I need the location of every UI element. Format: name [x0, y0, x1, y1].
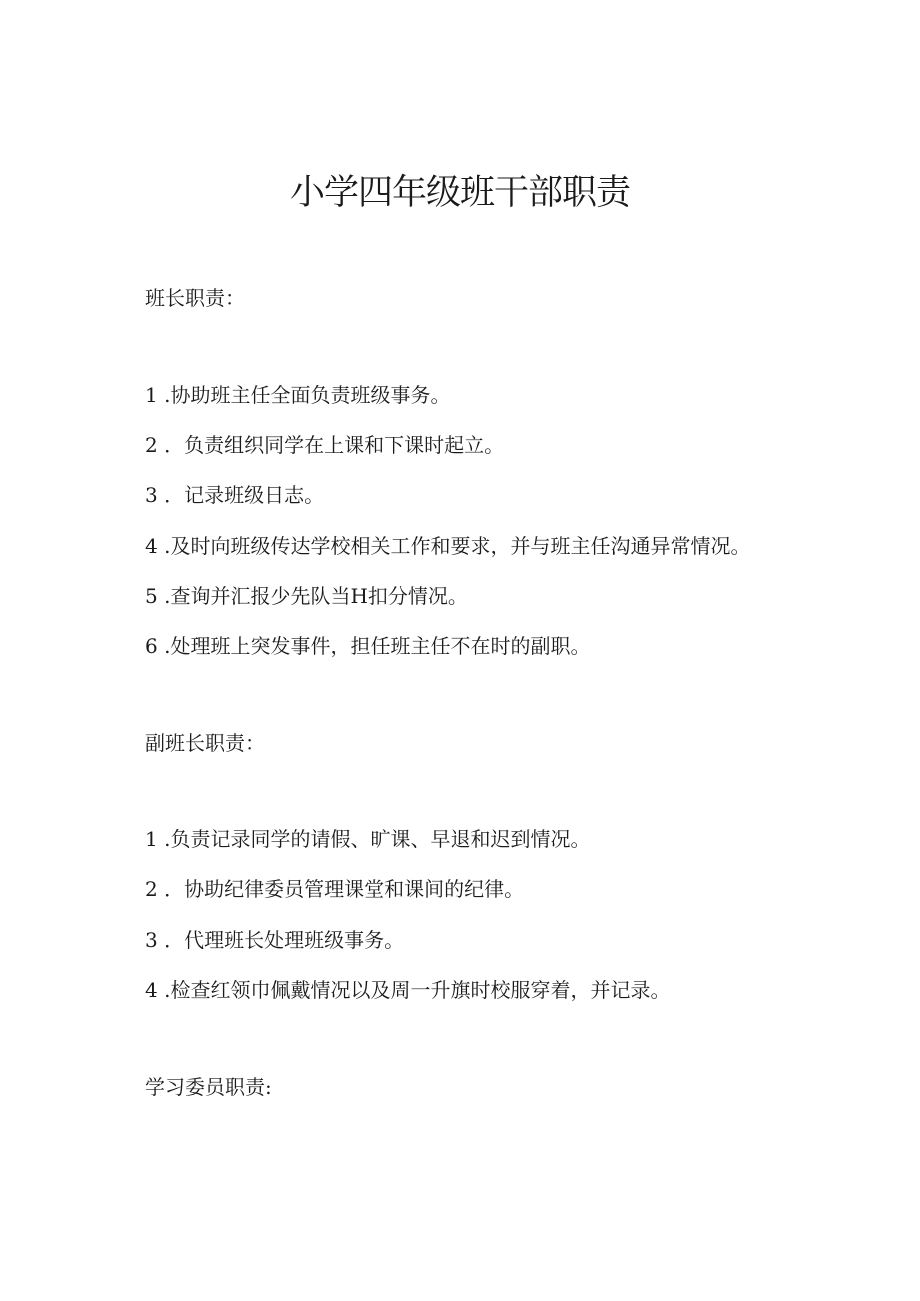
list-item [145, 875, 524, 903]
list-item [145, 431, 504, 459]
item-number: 2 [145, 877, 158, 901]
item-text: .查询并汇报少先队当H扣分情况。 [164, 584, 468, 608]
section-heading-monitor: 班长职责： [145, 286, 245, 310]
list-item [145, 632, 590, 660]
section-heading-study-committee: 学习委员职责: [145, 1075, 272, 1099]
item-text: ．协助纪律委员管理课堂和课间的纪律。 [164, 877, 525, 901]
item-text: ．负责组织同学在上课和下课时起立。 [164, 433, 505, 457]
item-number: 1 [145, 383, 158, 407]
item-number: 2 [145, 433, 158, 457]
item-text: .处理班上突发事件，担任班主任不在时的副职。 [164, 634, 591, 658]
item-number: 5 [145, 584, 158, 608]
list-item [145, 481, 324, 509]
section-heading-vice-monitor: 副班长职责： [145, 731, 265, 755]
item-number: 4 [145, 978, 158, 1002]
list-item [145, 532, 750, 560]
item-text: ．代理班长处理班级事务。 [164, 928, 405, 952]
item-text: .协助班主任全面负责班级事务。 [164, 383, 451, 407]
list-item [145, 926, 404, 954]
list-item [145, 976, 670, 1004]
item-number: 3 [145, 483, 158, 507]
item-text: .负责记录同学的请假、旷课、早退和迟到情况。 [164, 827, 591, 851]
list-item [145, 582, 468, 610]
item-number: 4 [145, 534, 158, 558]
list-item [145, 825, 590, 853]
item-text: ．记录班级日志。 [164, 483, 325, 507]
item-number: 6 [145, 634, 158, 658]
item-number: 1 [145, 827, 158, 851]
list-item [145, 381, 450, 409]
item-text: .及时向班级传达学校相关工作和要求，并与班主任沟通异常情况。 [164, 534, 751, 558]
document-title: 小学四年级班干部职责 [289, 173, 630, 213]
item-number: 3 [145, 928, 158, 952]
item-text: .检查红领巾佩戴情况以及周一升旗时校服穿着，并记录。 [164, 978, 671, 1002]
